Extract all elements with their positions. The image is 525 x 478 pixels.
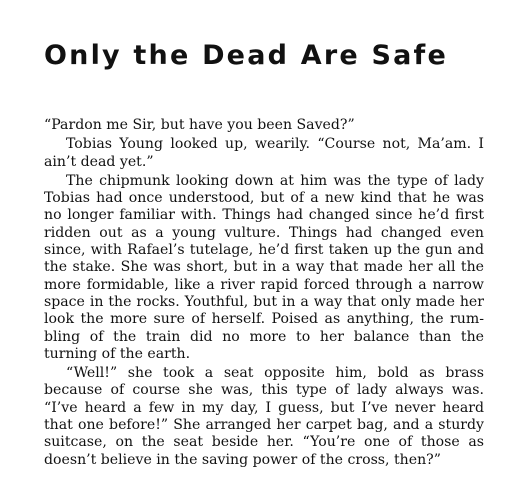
paragraph-4: “Well!” she took a seat opposite him, bold as brass because of course she was, this type of lady always was. “I’ve heard a few in my day, I guess, but I’ve never heard that one before!” She arranged her carpet bag, and a sturdy suitcase, on the seat beside her. “You’re one of those as doesn’t believe in the saving power of the cross, then?” [44,365,484,468]
paragraph-3: The chipmunk looking down at him was the type of lady Tobias had once understood, but of a new kind that he was no longer familiar with. Things had changed since he’d first ridden out as a young vulture. Things had changed even since, with Rafael’s tutelage, he’d first taken up the gun and the stake. She was short, but in a way that made her all the more formidable, like a river rapid forced through a narrow space in the rocks. Youthful, but in a way that only made her look the more sure of herself. Poised as anything, the rumbling of the train did no more to her balance than the turning of the earth. [44,172,484,362]
paragraph-1: “Pardon me Sir, but have you been Saved?” [44,117,355,133]
chapter-title: Only the Dead Are Safe [44,40,448,71]
paragraph-2: Tobias Young looked up, wearily. “Course not, Ma’am. I ain’t dead yet.” [44,136,484,170]
chapter-body [44,117,484,469]
